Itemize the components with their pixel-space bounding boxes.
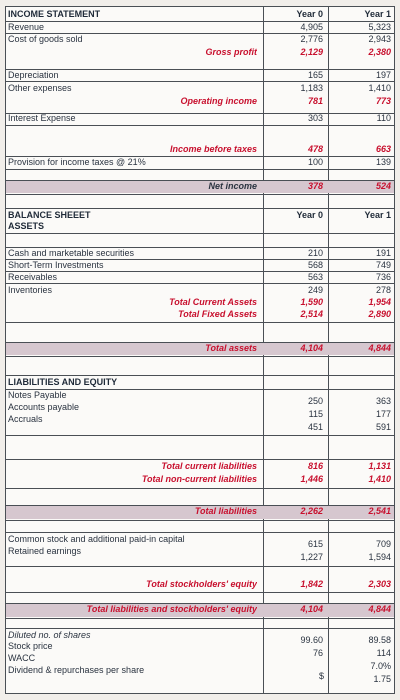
year1-value: 749 [375, 260, 391, 270]
year1-value: 177 [375, 409, 391, 419]
year0-value: 568 [307, 260, 323, 270]
row-label: Revenue [8, 22, 45, 32]
year0-value: 250 [307, 396, 323, 406]
year1-value: 773 [375, 96, 391, 106]
row-divider [6, 356, 394, 357]
year1-value: 7.0% [370, 661, 391, 671]
year0-value: 303 [307, 113, 323, 123]
income-row-net-income [6, 181, 394, 193]
year1-value: 89.58 [368, 635, 391, 645]
year0-value: 2,129 [300, 47, 323, 57]
row-label: Total assets [205, 343, 257, 353]
asset-row-cash [6, 248, 394, 259]
income-row-income-before-taxes [6, 144, 394, 155]
row-divider [6, 435, 394, 436]
year0-value: 76 [312, 648, 323, 658]
year0-value: 2,262 [300, 506, 323, 516]
year0-value: 165 [307, 70, 323, 80]
year0-value: 781 [307, 96, 323, 106]
income-statement-title: INCOME STATEMENT [8, 9, 101, 19]
liab-row-total-current [6, 461, 394, 472]
year0-value: 100 [307, 157, 323, 167]
income-row-other-expenses [6, 83, 394, 94]
year1-value: 2,303 [368, 579, 391, 589]
year0-value: 1,227 [300, 552, 323, 562]
year1-value: 1,594 [368, 552, 391, 562]
year0-value: 115 [308, 409, 323, 419]
row-label: Total current liabilities [161, 461, 257, 471]
row-divider [6, 592, 394, 593]
year0-value: 615 [307, 539, 323, 549]
year1-value: 2,890 [368, 309, 391, 319]
row-divider [6, 81, 394, 82]
year0-value: 210 [307, 248, 323, 258]
year1-value: 278 [375, 285, 391, 295]
row-divider [6, 194, 394, 195]
row-label: Total non-current liabilities [141, 474, 257, 484]
year1-value: 1.75 [373, 674, 391, 684]
row-divider [6, 532, 394, 533]
row-label: Total Fixed Assets [178, 309, 257, 319]
year0-value: 2,514 [300, 309, 323, 319]
asset-row-total-assets [6, 343, 394, 355]
year1-value: 736 [375, 272, 391, 282]
year1-value: 663 [375, 144, 391, 154]
row-divider [6, 125, 394, 126]
liab-row-total-liabilities [6, 506, 394, 519]
year1-value: 2,541 [368, 506, 391, 516]
row-label: Accounts payable [8, 402, 80, 412]
year0-value: 4,104 [300, 343, 323, 353]
row-label: Cash and marketable securities [8, 248, 135, 258]
row-label: Total liabilities and stockholders' equity [86, 604, 257, 614]
row-label: Income before taxes [169, 144, 257, 154]
year0-value: 816 [307, 461, 323, 471]
year0-value: 1,446 [300, 474, 323, 484]
asset-row-total-fixed [6, 309, 394, 320]
row-divider [6, 459, 394, 460]
row-label: Depreciation [8, 70, 59, 80]
row-label: Retained earnings [8, 546, 82, 556]
year1-value: 191 [375, 248, 391, 258]
assets-subheader-row [6, 221, 394, 232]
income-row-depreciation [6, 70, 394, 81]
year0-value: 2,776 [300, 34, 323, 44]
other-values-dividend [6, 674, 394, 685]
income-row-cogs [6, 34, 394, 45]
row-divider [6, 233, 394, 234]
year1-value: 110 [376, 113, 391, 123]
row-divider [6, 566, 394, 567]
row-label: Dividend & repurchases per share [8, 665, 145, 675]
asset-row-inventories [6, 285, 394, 296]
row-label: Accruals [8, 414, 43, 424]
row-label: WACC [8, 653, 36, 663]
year0-value: 478 [307, 144, 323, 154]
year1-value: 2,380 [368, 47, 391, 57]
year0-value: 4,905 [300, 22, 323, 32]
liabilities-header-row [6, 377, 394, 388]
equity-values-retained-earnings [6, 552, 394, 563]
row-total-liabilities-and-equity [6, 604, 394, 617]
year1-value: 4,844 [368, 604, 391, 614]
asset-row-receivables [6, 272, 394, 283]
year1-value: 139 [375, 157, 391, 167]
year1-value: 4,844 [368, 343, 391, 353]
row-label: Total liabilities [194, 506, 257, 516]
year0-header: Year 0 [296, 9, 323, 19]
year1-value: 1,410 [368, 474, 391, 484]
row-divider [6, 488, 394, 489]
income-row-provision-taxes [6, 157, 394, 168]
year1-value: 1,954 [368, 297, 391, 307]
row-label: Net income [208, 181, 257, 191]
year0-value: 563 [307, 272, 323, 282]
income-row-gross-profit [6, 47, 394, 58]
year0-value: 249 [307, 285, 323, 295]
financial-statement-sheet [5, 6, 395, 694]
income-header-row [6, 9, 394, 20]
year1-value: 114 [376, 648, 391, 658]
income-row-interest [6, 113, 394, 124]
year1-value: 197 [375, 70, 391, 80]
year1-value: 524 [375, 181, 391, 191]
year1-value: 1,410 [368, 83, 391, 93]
year0-value: 451 [307, 422, 323, 432]
income-row-operating-income [6, 96, 394, 107]
row-label: Gross profit [205, 47, 257, 57]
year0-value: 4,104 [300, 604, 323, 614]
year0-value: 99.60 [300, 635, 323, 645]
year1-header: Year 1 [364, 9, 391, 19]
row-divider [6, 169, 394, 170]
row-label: Common stock and additional paid-in capital [8, 534, 185, 544]
year0-value: 1,842 [300, 579, 323, 589]
year1-value: 2,943 [368, 34, 391, 44]
row-label: Receivables [8, 272, 58, 282]
row-label: Cost of goods sold [8, 34, 83, 44]
row-label: Total stockholders' equity [146, 579, 257, 589]
row-divider [6, 322, 394, 323]
balance-header-row [6, 210, 394, 221]
row-label: Operating income [180, 96, 257, 106]
row-label: Inventories [8, 285, 53, 295]
equity-row-total-equity [6, 579, 394, 590]
liab-row-total-noncurrent [6, 474, 394, 485]
year1-value: 709 [375, 539, 391, 549]
row-divider [6, 375, 394, 376]
asset-row-total-current [6, 297, 394, 308]
liabilities-title: LIABILITIES AND EQUITY [8, 377, 118, 387]
year0-header: Year 0 [296, 210, 323, 220]
row-label: Interest Expense [8, 113, 76, 123]
row-label: Stock price [8, 641, 53, 651]
year1-value: 1,131 [368, 461, 391, 471]
row-divider [6, 520, 394, 521]
asset-row-short-term-investments [6, 260, 394, 271]
year1-header: Year 1 [364, 210, 391, 220]
currency-symbol: $ [319, 671, 325, 681]
row-divider [6, 628, 394, 629]
year0-value: 378 [307, 181, 323, 191]
row-label: Short-Term Investments [8, 260, 104, 270]
year0-value: 1,590 [300, 297, 323, 307]
row-divider [6, 208, 394, 209]
year1-value: 363 [375, 396, 391, 406]
year0-value: 1,183 [300, 83, 323, 93]
row-label: Total Current Assets [169, 297, 257, 307]
liab-values-accruals [6, 422, 394, 433]
balance-sheet-title: BALANCE SHEEET [8, 210, 91, 220]
row-divider [6, 283, 394, 284]
assets-title: ASSETS [8, 221, 45, 231]
row-label: Other expenses [8, 83, 72, 93]
row-label: Notes Payable [8, 390, 67, 400]
row-label: Provision for income taxes @ 21% [8, 157, 146, 167]
year1-value: 5,323 [368, 22, 391, 32]
row-divider [6, 618, 394, 619]
year1-value: 591 [375, 422, 391, 432]
income-row-revenue [6, 22, 394, 33]
row-label: Diluted no. of shares [8, 630, 91, 640]
